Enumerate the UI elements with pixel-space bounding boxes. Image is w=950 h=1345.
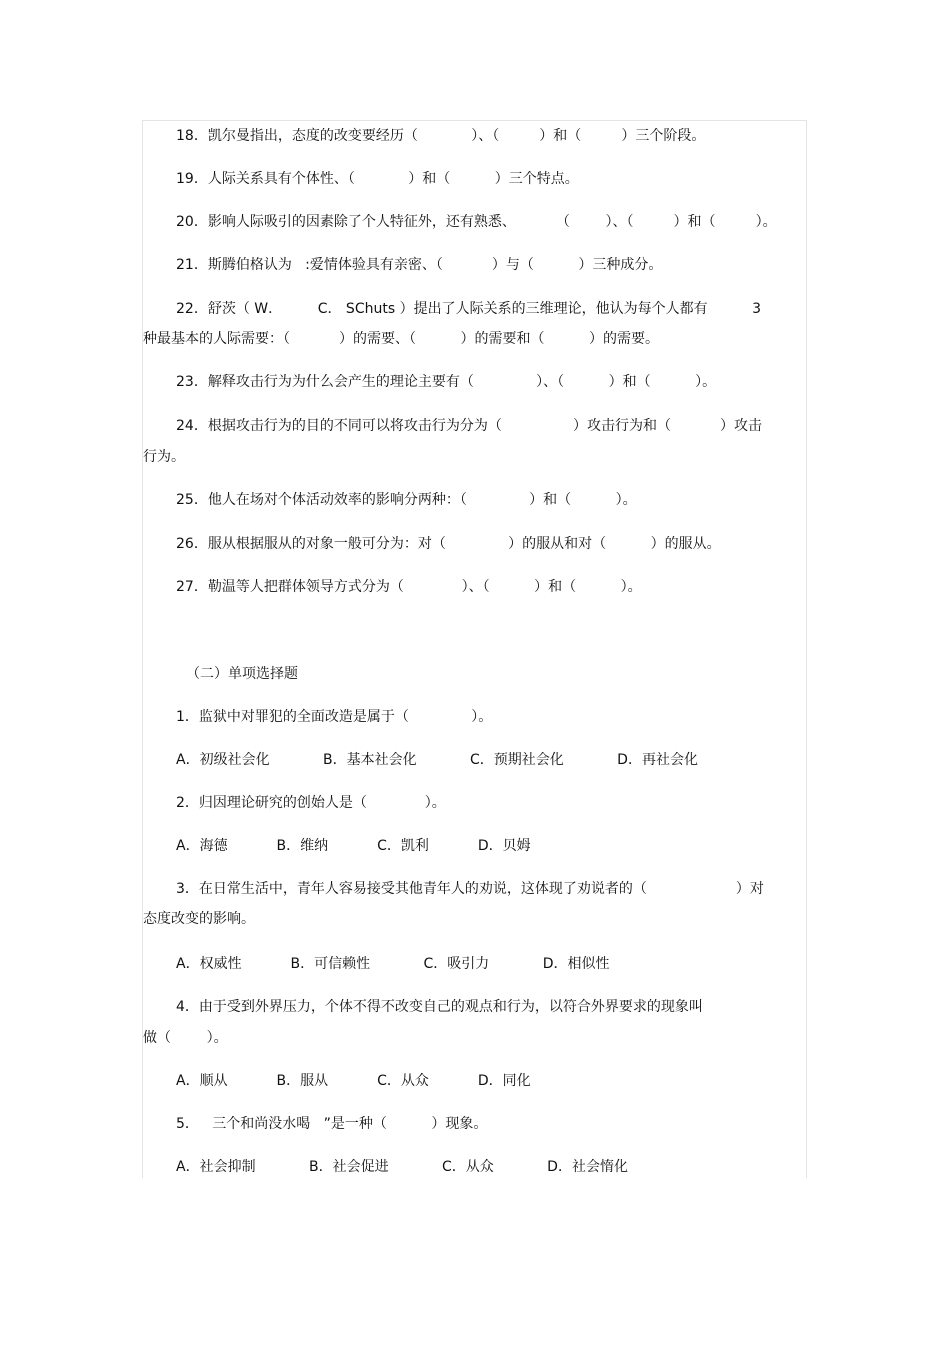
choice-question-4-line1: 4．由于受到外界压力，个体不得不改变自己的观点和行为，以符合外界要求的现象叫 <box>176 999 703 1015</box>
choice-options-2: A．海德 B．维纳 C．凯利 D．贝姆 <box>176 838 531 854</box>
question-24-line1: 24．根据攻击行为的目的不同可以将攻击行为分为（ ）攻击行为和（ ）攻击 <box>176 418 762 434</box>
question-18: 18．凯尔曼指出，态度的改变要经历（ ）、（ ）和（ ）三个阶段。 <box>176 128 706 144</box>
choice-options-5: A．社会抑制 B．社会促进 C．从众 D．社会惰化 <box>176 1159 628 1175</box>
question-19: 19．人际关系具有个体性、（ ）和（ ）三个特点。 <box>176 171 579 187</box>
question-20: 20．影响人际吸引的因素除了个人特征外，还有熟悉、 （ ）、（ ）和（ ）。 <box>176 214 777 230</box>
question-26: 26．服从根据服从的对象一般可分为：对（ ）的服从和对（ ）的服从。 <box>176 536 721 552</box>
choice-question-3-line1: 3．在日常生活中，青年人容易接受其他青年人的劝说，这体现了劝说者的（ ）对 <box>176 881 764 897</box>
choice-question-3-line2: 态度改变的影响。 <box>143 911 255 927</box>
question-25: 25．他人在场对个体活动效率的影响分两种：（ ）和（ ）。 <box>176 492 637 508</box>
question-27: 27．勒温等人把群体领导方式分为（ ）、（ ）和（ ）。 <box>176 579 642 595</box>
choice-question-1: 1．监狱中对罪犯的全面改造是属于（ ）。 <box>176 709 493 725</box>
question-22-line2: 种最基本的人际需要：（ ）的需要、（ ）的需要和（ ）的需要。 <box>143 331 659 347</box>
page-frame <box>142 120 807 1178</box>
choice-question-2: 2．归因理论研究的创始人是（ ）。 <box>176 795 446 811</box>
choice-options-4: A．顺从 B．服从 C．从众 D．同化 <box>176 1073 531 1089</box>
section-title: （二）单项选择题 <box>186 666 298 682</box>
question-21: 21．斯腾伯格认为 :爱情体验具有亲密、（ ）与（ ）三种成分。 <box>176 257 663 273</box>
question-23: 23．解释攻击行为为什么会产生的理论主要有（ ）、（ ）和（ ）。 <box>176 374 717 390</box>
choice-question-5: 5． 三个和尚没水喝 ”是一种（ ）现象。 <box>176 1116 488 1132</box>
question-22-line1: 22．舒茨（ W． C． SChuts ）提出了人际关系的三维理论，他认为每个人都有 3 <box>176 301 761 317</box>
choice-question-4-line2: 做（ ）。 <box>143 1030 228 1046</box>
choice-options-3: A．权威性 B．可信赖性 C．吸引力 D．相似性 <box>176 956 610 972</box>
question-24-line2: 行为。 <box>143 449 185 465</box>
choice-options-1: A．初级社会化 B．基本社会化 C．预期社会化 D．再社会化 <box>176 752 698 768</box>
